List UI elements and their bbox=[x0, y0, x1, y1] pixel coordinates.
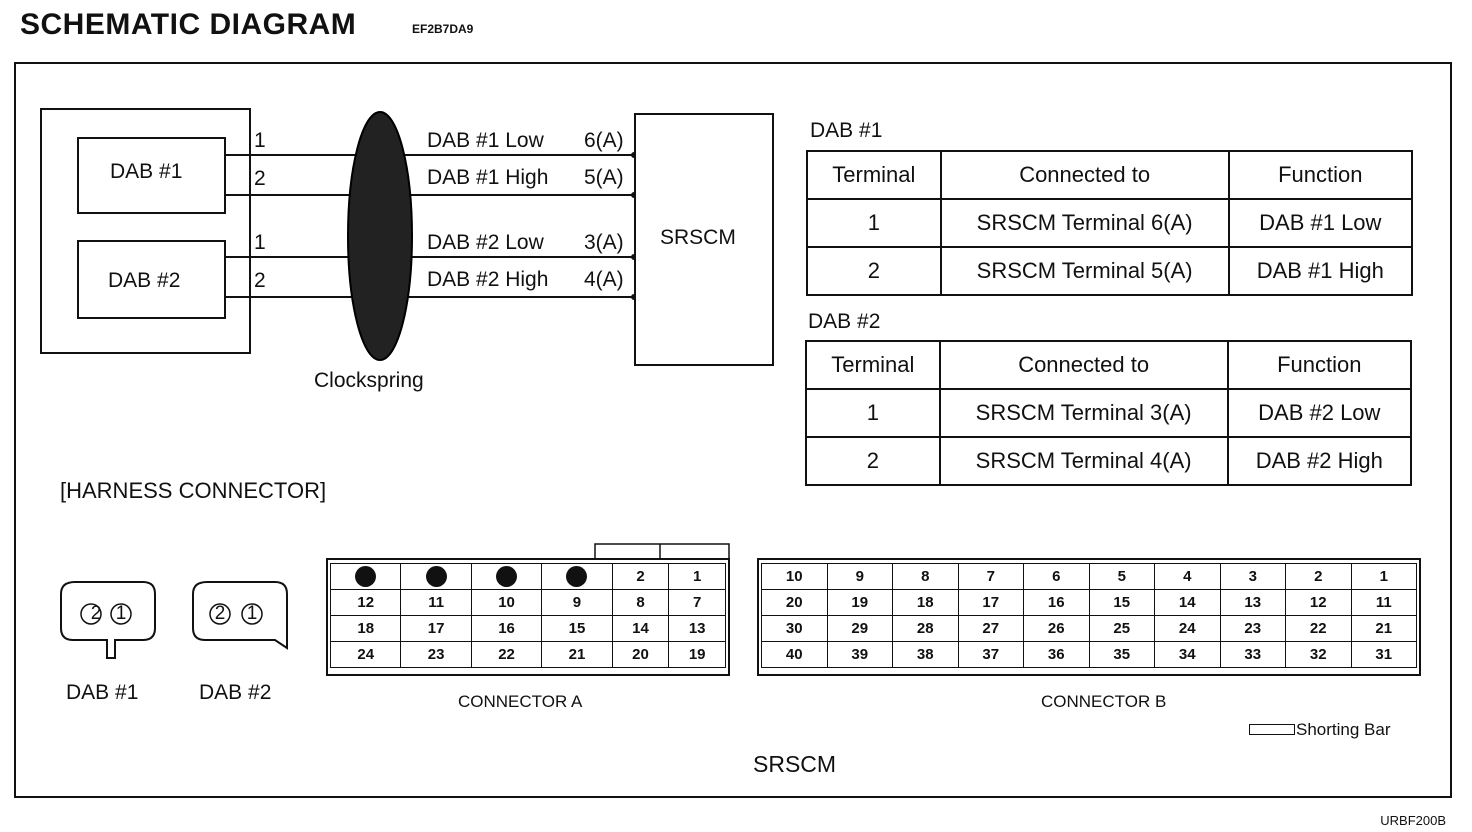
pin-cell: 23 bbox=[1220, 616, 1286, 642]
cell-connected-to: SRSCM Terminal 4(A) bbox=[940, 437, 1228, 485]
pin-cell: 4 bbox=[1155, 564, 1221, 590]
pin-cell: 39 bbox=[827, 642, 893, 668]
pin-row bbox=[331, 564, 726, 590]
pin-cell: 13 bbox=[669, 616, 726, 642]
cell-function: DAB #1 High bbox=[1229, 247, 1412, 295]
pin-cell: 1 bbox=[669, 564, 726, 590]
cell-function: DAB #1 Low bbox=[1229, 199, 1412, 247]
pin-cell: 7 bbox=[958, 564, 1024, 590]
dab2-pin2: 2 bbox=[254, 269, 266, 292]
pin-cell: 19 bbox=[827, 590, 893, 616]
pin-cell: 14 bbox=[1155, 590, 1221, 616]
wire-terminal: 4(A) bbox=[584, 268, 624, 291]
connector-b-label: CONNECTOR B bbox=[1041, 692, 1167, 711]
pin-cell: 15 bbox=[542, 616, 612, 642]
cell-terminal: 2 bbox=[806, 437, 940, 485]
pin-cell: 24 bbox=[1155, 616, 1221, 642]
table-caption-dab1: DAB #1 bbox=[810, 119, 883, 142]
dab1-connector-pin: 2 bbox=[90, 603, 102, 624]
dab1-connector-shape bbox=[61, 582, 155, 658]
connector-a-pin-grid bbox=[330, 563, 726, 668]
connector-b-pin-grid bbox=[761, 563, 1417, 668]
pin-cell: 23 bbox=[401, 642, 471, 668]
pin-used-marker bbox=[496, 566, 517, 587]
dab2-connector-shape bbox=[193, 582, 287, 648]
pin-cell: 12 bbox=[331, 590, 401, 616]
cell-connected-to: SRSCM Terminal 3(A) bbox=[940, 389, 1228, 437]
header-terminal: Terminal bbox=[806, 341, 940, 389]
pin-cell-dab bbox=[331, 564, 401, 590]
pin-cell: 12 bbox=[1286, 590, 1352, 616]
wire-label: DAB #2 High bbox=[427, 268, 549, 291]
pin-cell: 11 bbox=[1351, 590, 1417, 616]
figure-code: URBF200B bbox=[1380, 813, 1446, 828]
pin-cell: 14 bbox=[612, 616, 669, 642]
dab2-connector-label: DAB #2 bbox=[199, 681, 272, 704]
clockspring-shape bbox=[348, 112, 412, 360]
pin-cell: 10 bbox=[762, 564, 828, 590]
pin-row bbox=[331, 642, 726, 668]
harness-connector-title: [HARNESS CONNECTOR] bbox=[60, 478, 327, 503]
pin-row bbox=[331, 616, 726, 642]
pin-cell: 27 bbox=[958, 616, 1024, 642]
wire-terminal: 3(A) bbox=[584, 231, 624, 254]
pin-cell: 32 bbox=[1286, 642, 1352, 668]
table-row bbox=[806, 389, 1411, 437]
pin-cell: 20 bbox=[612, 642, 669, 668]
dab1-label: DAB #1 bbox=[110, 160, 183, 183]
dab1-terminal-table bbox=[806, 150, 1413, 296]
cell-connected-to: SRSCM Terminal 5(A) bbox=[941, 247, 1229, 295]
srscm-connector-label: SRSCM bbox=[753, 751, 837, 777]
dab1-pin2: 2 bbox=[254, 167, 266, 190]
pin-cell: 34 bbox=[1155, 642, 1221, 668]
pin-cell: 10 bbox=[471, 590, 541, 616]
page-title: SCHEMATIC DIAGRAM bbox=[20, 8, 357, 41]
pin-row bbox=[331, 590, 726, 616]
pin-cell: 3 bbox=[1220, 564, 1286, 590]
cell-function: DAB #2 High bbox=[1228, 437, 1411, 485]
pin-cell-dab bbox=[471, 564, 541, 590]
dab2-label: DAB #2 bbox=[108, 269, 181, 292]
cell-terminal: 1 bbox=[807, 199, 941, 247]
pin-cell: 33 bbox=[1220, 642, 1286, 668]
pin-row bbox=[762, 564, 1417, 590]
document-code: EF2B7DA9 bbox=[412, 22, 474, 36]
cell-terminal: 2 bbox=[807, 247, 941, 295]
pin-cell: 31 bbox=[1351, 642, 1417, 668]
pin-cell: 36 bbox=[1024, 642, 1090, 668]
pin-cell: 28 bbox=[893, 616, 959, 642]
pin-cell: 19 bbox=[669, 642, 726, 668]
pin-cell: 15 bbox=[1089, 590, 1155, 616]
pin-cell: 21 bbox=[1351, 616, 1417, 642]
pin-cell: 38 bbox=[893, 642, 959, 668]
pin-cell: 5 bbox=[1089, 564, 1155, 590]
wire-terminal: 5(A) bbox=[584, 166, 624, 189]
pin-used-marker bbox=[355, 566, 376, 587]
shorting-bar-legend: Shorting Bar bbox=[1296, 720, 1391, 739]
dab1-connector-label: DAB #1 bbox=[66, 681, 139, 704]
connector-a-label: CONNECTOR A bbox=[458, 692, 583, 711]
dab1-connector-pin: 1 bbox=[115, 603, 127, 624]
table-row bbox=[806, 437, 1411, 485]
pin-cell: 8 bbox=[893, 564, 959, 590]
srscm-label: SRSCM bbox=[660, 226, 736, 249]
table-header-row bbox=[806, 341, 1411, 389]
pin-cell: 18 bbox=[893, 590, 959, 616]
header-connected-to: Connected to bbox=[941, 151, 1229, 199]
cell-function: DAB #2 Low bbox=[1228, 389, 1411, 437]
cell-terminal: 1 bbox=[806, 389, 940, 437]
table-header-row bbox=[807, 151, 1412, 199]
pin-cell: 2 bbox=[1286, 564, 1352, 590]
pin-row bbox=[762, 616, 1417, 642]
pin-cell: 21 bbox=[542, 642, 612, 668]
dab2-terminal-table bbox=[805, 340, 1412, 486]
header-function: Function bbox=[1229, 151, 1412, 199]
pin-cell: 40 bbox=[762, 642, 828, 668]
pin-cell: 16 bbox=[1024, 590, 1090, 616]
pin-cell: 22 bbox=[1286, 616, 1352, 642]
pin-cell: 30 bbox=[762, 616, 828, 642]
pin-cell: 2 bbox=[612, 564, 669, 590]
pin-cell: 13 bbox=[1220, 590, 1286, 616]
pin-cell: 29 bbox=[827, 616, 893, 642]
table-row bbox=[807, 247, 1412, 295]
clockspring-label: Clockspring bbox=[314, 369, 424, 392]
header-terminal: Terminal bbox=[807, 151, 941, 199]
wire-label: DAB #2 Low bbox=[427, 231, 544, 254]
shorting-bar-icon bbox=[1249, 724, 1295, 735]
pin-used-marker bbox=[566, 566, 587, 587]
pin-cell: 18 bbox=[331, 616, 401, 642]
pin-row bbox=[762, 590, 1417, 616]
pin-cell-dab bbox=[401, 564, 471, 590]
header-connected-to: Connected to bbox=[940, 341, 1228, 389]
dab1-pin1: 1 bbox=[254, 129, 266, 152]
pin-cell: 9 bbox=[542, 590, 612, 616]
pin-cell: 9 bbox=[827, 564, 893, 590]
dab2-pin1: 1 bbox=[254, 231, 266, 254]
pin-row bbox=[762, 642, 1417, 668]
pin-cell: 26 bbox=[1024, 616, 1090, 642]
pin-cell: 1 bbox=[1351, 564, 1417, 590]
pin-cell: 37 bbox=[958, 642, 1024, 668]
wire-label: DAB #1 Low bbox=[427, 129, 544, 152]
pin-cell-dab bbox=[542, 564, 612, 590]
dab2-connector-pin: 1 bbox=[246, 603, 258, 624]
table-caption-dab2: DAB #2 bbox=[808, 310, 881, 333]
dab2-connector-pin: 2 bbox=[214, 603, 226, 624]
cell-connected-to: SRSCM Terminal 6(A) bbox=[941, 199, 1229, 247]
pin-cell: 24 bbox=[331, 642, 401, 668]
pin-cell: 6 bbox=[1024, 564, 1090, 590]
pin-cell: 17 bbox=[401, 616, 471, 642]
pin-cell: 11 bbox=[401, 590, 471, 616]
table-row bbox=[807, 199, 1412, 247]
pin-used-marker bbox=[426, 566, 447, 587]
wire-terminal: 6(A) bbox=[584, 129, 624, 152]
header-function: Function bbox=[1228, 341, 1411, 389]
pin-cell: 25 bbox=[1089, 616, 1155, 642]
pin-cell: 8 bbox=[612, 590, 669, 616]
pin-cell: 7 bbox=[669, 590, 726, 616]
wire-label: DAB #1 High bbox=[427, 166, 549, 189]
pin-cell: 16 bbox=[471, 616, 541, 642]
pin-cell: 35 bbox=[1089, 642, 1155, 668]
pin-cell: 22 bbox=[471, 642, 541, 668]
pin-cell: 20 bbox=[762, 590, 828, 616]
pin-cell: 17 bbox=[958, 590, 1024, 616]
